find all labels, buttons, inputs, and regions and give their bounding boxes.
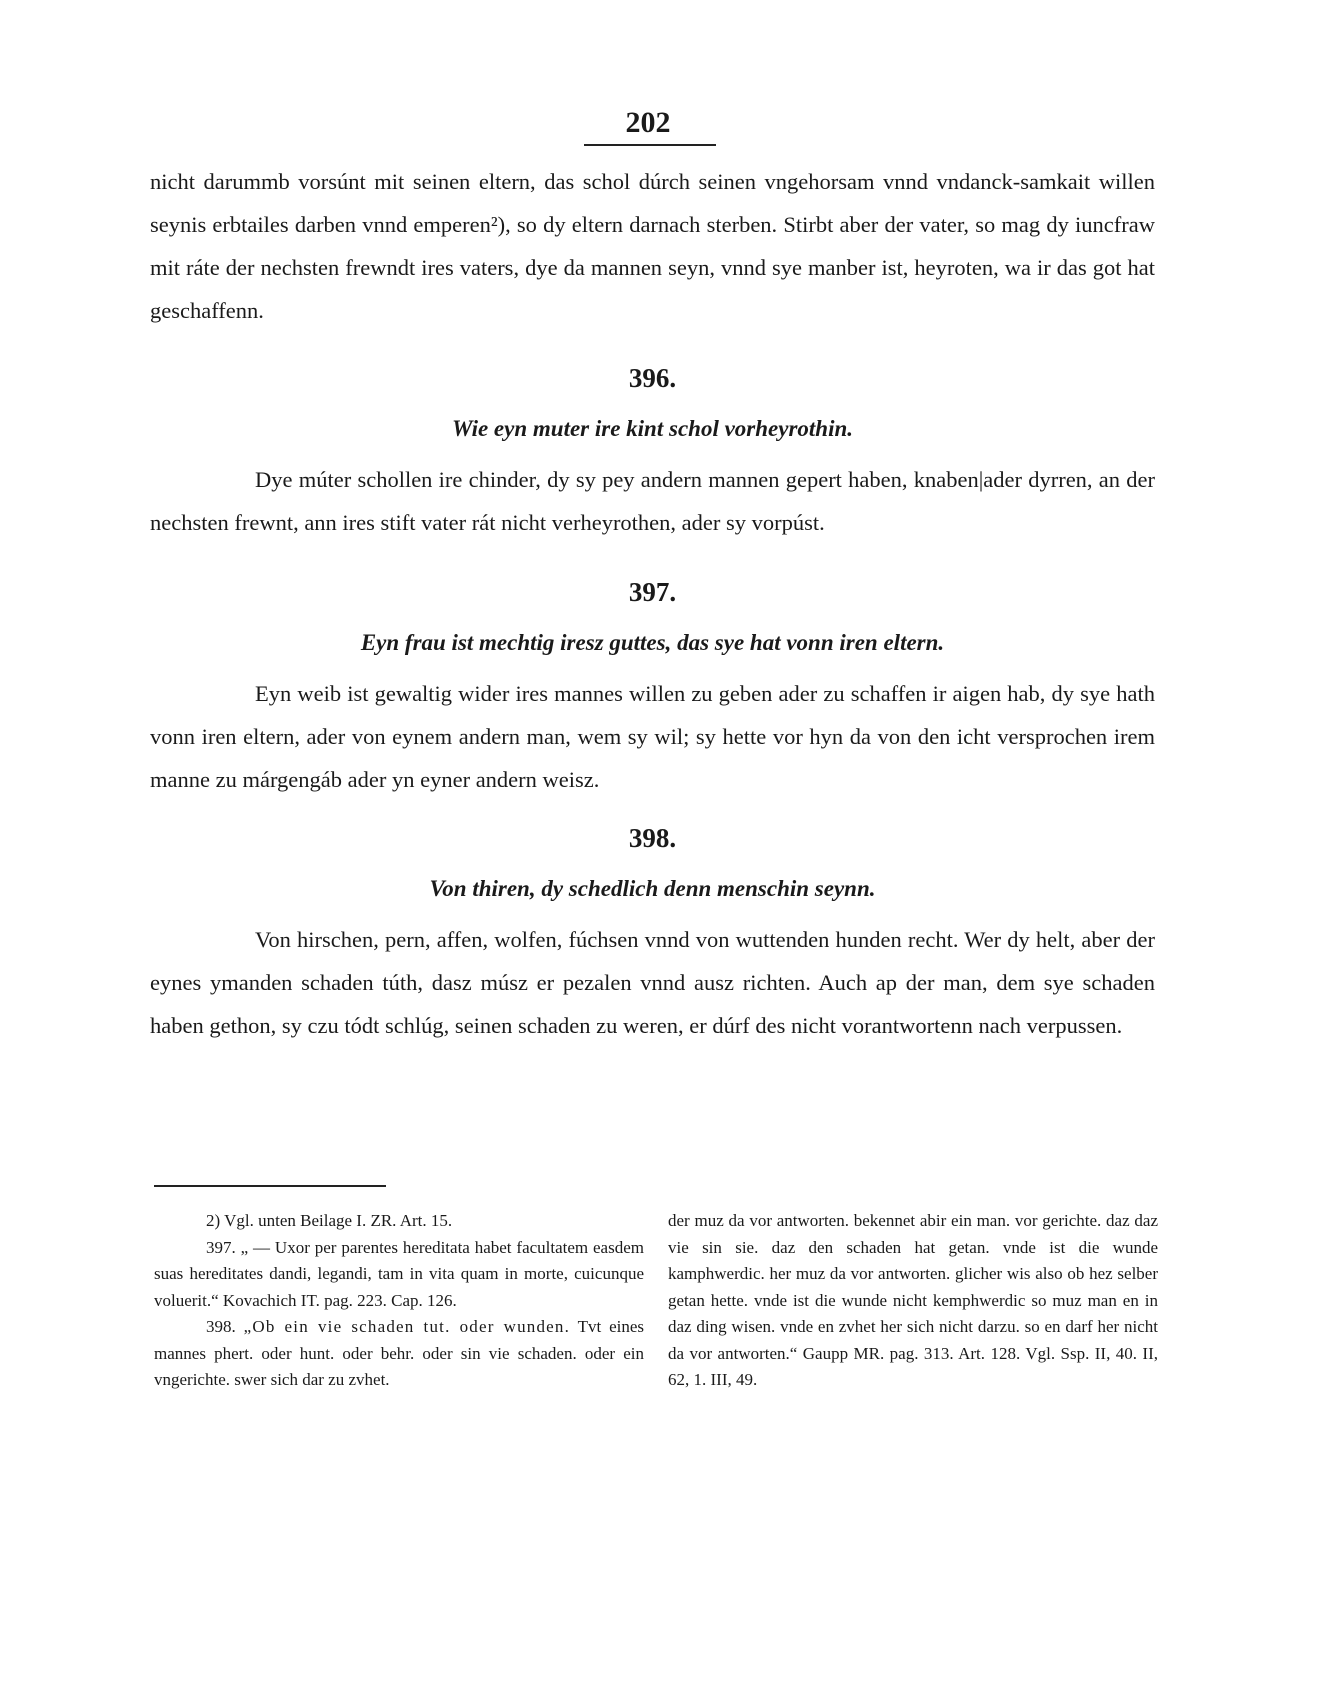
- section-398-body: [150, 918, 1155, 1047]
- section-396-title: Wie eyn muter ire kint schol vorheyrothin.: [451, 416, 854, 441]
- page-number: 202: [625, 106, 671, 139]
- footnote-397: 397. „ — Uxor per parentes hereditata habet facultatem easdem suas hereditates dandi, legandi, tam in vita quam in morte, cuicunque voluerit.“ Kovachich IT. pag. 223. Cap. 126.: [154, 1237, 644, 1310]
- section-396-body: [150, 458, 1155, 544]
- intro-paragraph: nicht darummb vorsúnt mit seinen eltern, das schol dúrch seinen vngehorsam vnnd vndanck-samkait willen seynis erbtailes darben vnnd emperen²), so dy eltern darnach sterben. Stirbt aber der vater, so mag dy iuncfraw mit ráte der nechsten frewndt ires vaters, dye da mannen seyn, vnnd sye manber ist, heyroten, wa ir das got hat geschaffenn.: [150, 169, 1155, 323]
- footnote-rule: [154, 1185, 386, 1187]
- footnote-398-continued: der muz da vor antworten. bekennet abir ein man. vor gerichte. daz daz vie sin sie. daz den schaden hat getan. vnde ist die wunde kamphwerdic. her muz da vor antworten. glicher wis also ob hez selber getan hette. vnde ist die wunde nicht kemphwerdic so muz man en in daz ding wisen. vnde en zvhet her sich nicht darzu. so en darf her nicht da vor antworten.“ Gaupp MR. pag. 313. Art. 128. Vgl. Ssp. II, 40. II, 62, 1. III, 49.: [668, 1211, 1158, 1389]
- section-396-paragraph: Dye múter schollen ire chinder, dy sy pey andern mannen gepert haben, knaben|ader dyrren, an der nechsten frewnt, ann ires stift vater rát nicht verheyrothen, ader sy vorpúst.: [150, 467, 1155, 535]
- footnotes-left-column: [154, 1208, 644, 1394]
- footnote-398-left-text: Tvt eines mannes phert. oder hunt. oder behr. oder sin vie schaden. oder ein vngerichte. swer sich dar zu zvhet.: [154, 1317, 644, 1389]
- section-398-title: Von thiren, dy schedlich denn menschin seynn.: [429, 876, 876, 901]
- footnote-2: 2) Vgl. unten Beilage I. ZR. Art. 15.: [206, 1211, 453, 1230]
- footnotes-right-column: [668, 1208, 1158, 1394]
- intro-block: [150, 160, 1155, 332]
- footnote-398-start: [154, 1314, 644, 1394]
- footnote-398-label: 398.: [206, 1317, 236, 1336]
- section-397-paragraph: Eyn weib ist gewaltig wider ires mannes willen zu geben ader zu schaffen ir aigen hab, dy sye hath vonn iren eltern, ader von eynem andern man, wem sy wil; sy hette vor hyn da von den icht versprochen irem manne zu márgengáb ader yn eyner andern weisz.: [150, 681, 1155, 792]
- section-398-paragraph: Von hirschen, pern, affen, wolfen, fúchsen vnnd von wuttenden hunden recht. Wer dy helt, aber der eynes ymanden schaden túth, dasz músz er pezalen vnnd ausz richten. Auch ap der man, dem sye schaden haben gethon, sy czu tódt schlúg, seinen schaden zu weren, er dúrf des nicht vorantwortenn nach verpussen.: [150, 927, 1155, 1038]
- section-396-number: 396.: [628, 363, 677, 393]
- section-397-title: Eyn frau ist mechtig iresz guttes, das sye hat vonn iren eltern.: [360, 630, 945, 655]
- footnote-398-quote: „Ob ein vie schaden tut. oder wunden.: [243, 1317, 571, 1336]
- section-398-number: 398.: [628, 823, 677, 853]
- page-number-rule: [584, 144, 716, 146]
- section-397-number: 397.: [628, 577, 677, 607]
- section-397-body: [150, 672, 1155, 801]
